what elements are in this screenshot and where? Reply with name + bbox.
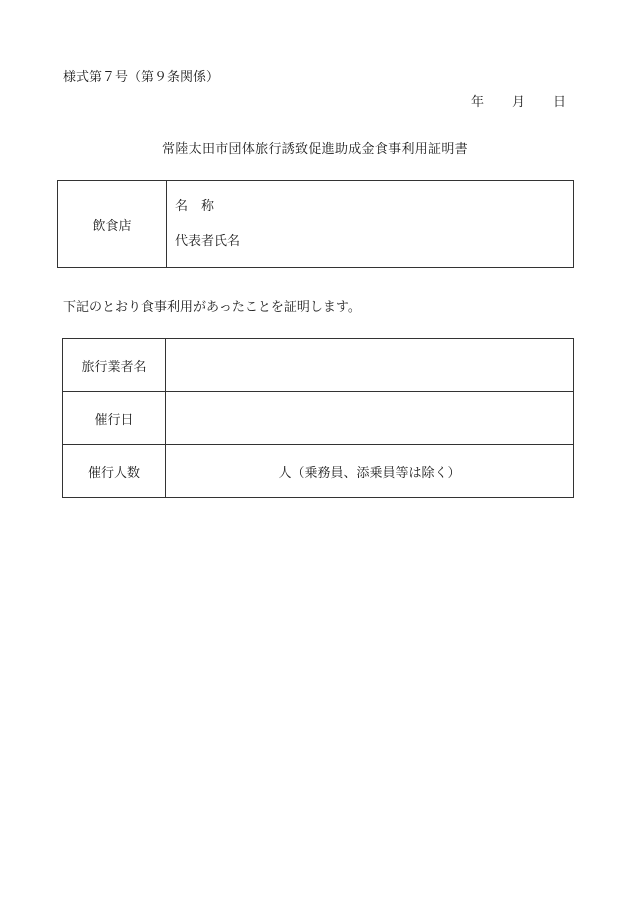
restaurant-label: 飲食店	[58, 181, 167, 268]
day-label: 日	[552, 95, 566, 110]
participant-count-label: 催行人数	[63, 445, 166, 498]
form-number: 様式第７号（第９条関係）	[63, 70, 220, 85]
table-row	[63, 445, 574, 498]
restaurant-fields-cell[interactable]	[167, 181, 574, 268]
participant-count-field[interactable]: 人（乗務員、添乗員等は除く）	[166, 445, 574, 498]
table-row	[63, 339, 574, 392]
travel-agency-label: 旅行業者名	[63, 339, 166, 392]
restaurant-row	[58, 181, 574, 268]
tour-info-table	[62, 338, 574, 498]
document-title: 常陸太田市団体旅行誘致促進助成金食事利用証明書	[162, 142, 468, 157]
certification-statement: 下記のとおり食事利用があったことを証明します。	[63, 300, 361, 315]
month-label: 月	[511, 95, 525, 110]
year-label: 年	[470, 95, 484, 110]
restaurant-name-label: 名 称	[175, 198, 215, 214]
travel-agency-field[interactable]	[166, 339, 574, 392]
tour-date-field[interactable]	[166, 392, 574, 445]
table-row	[63, 392, 574, 445]
representative-name-label: 代表者氏名	[175, 233, 241, 249]
date-line	[471, 91, 566, 110]
restaurant-table	[57, 180, 574, 268]
tour-date-label: 催行日	[63, 392, 166, 445]
